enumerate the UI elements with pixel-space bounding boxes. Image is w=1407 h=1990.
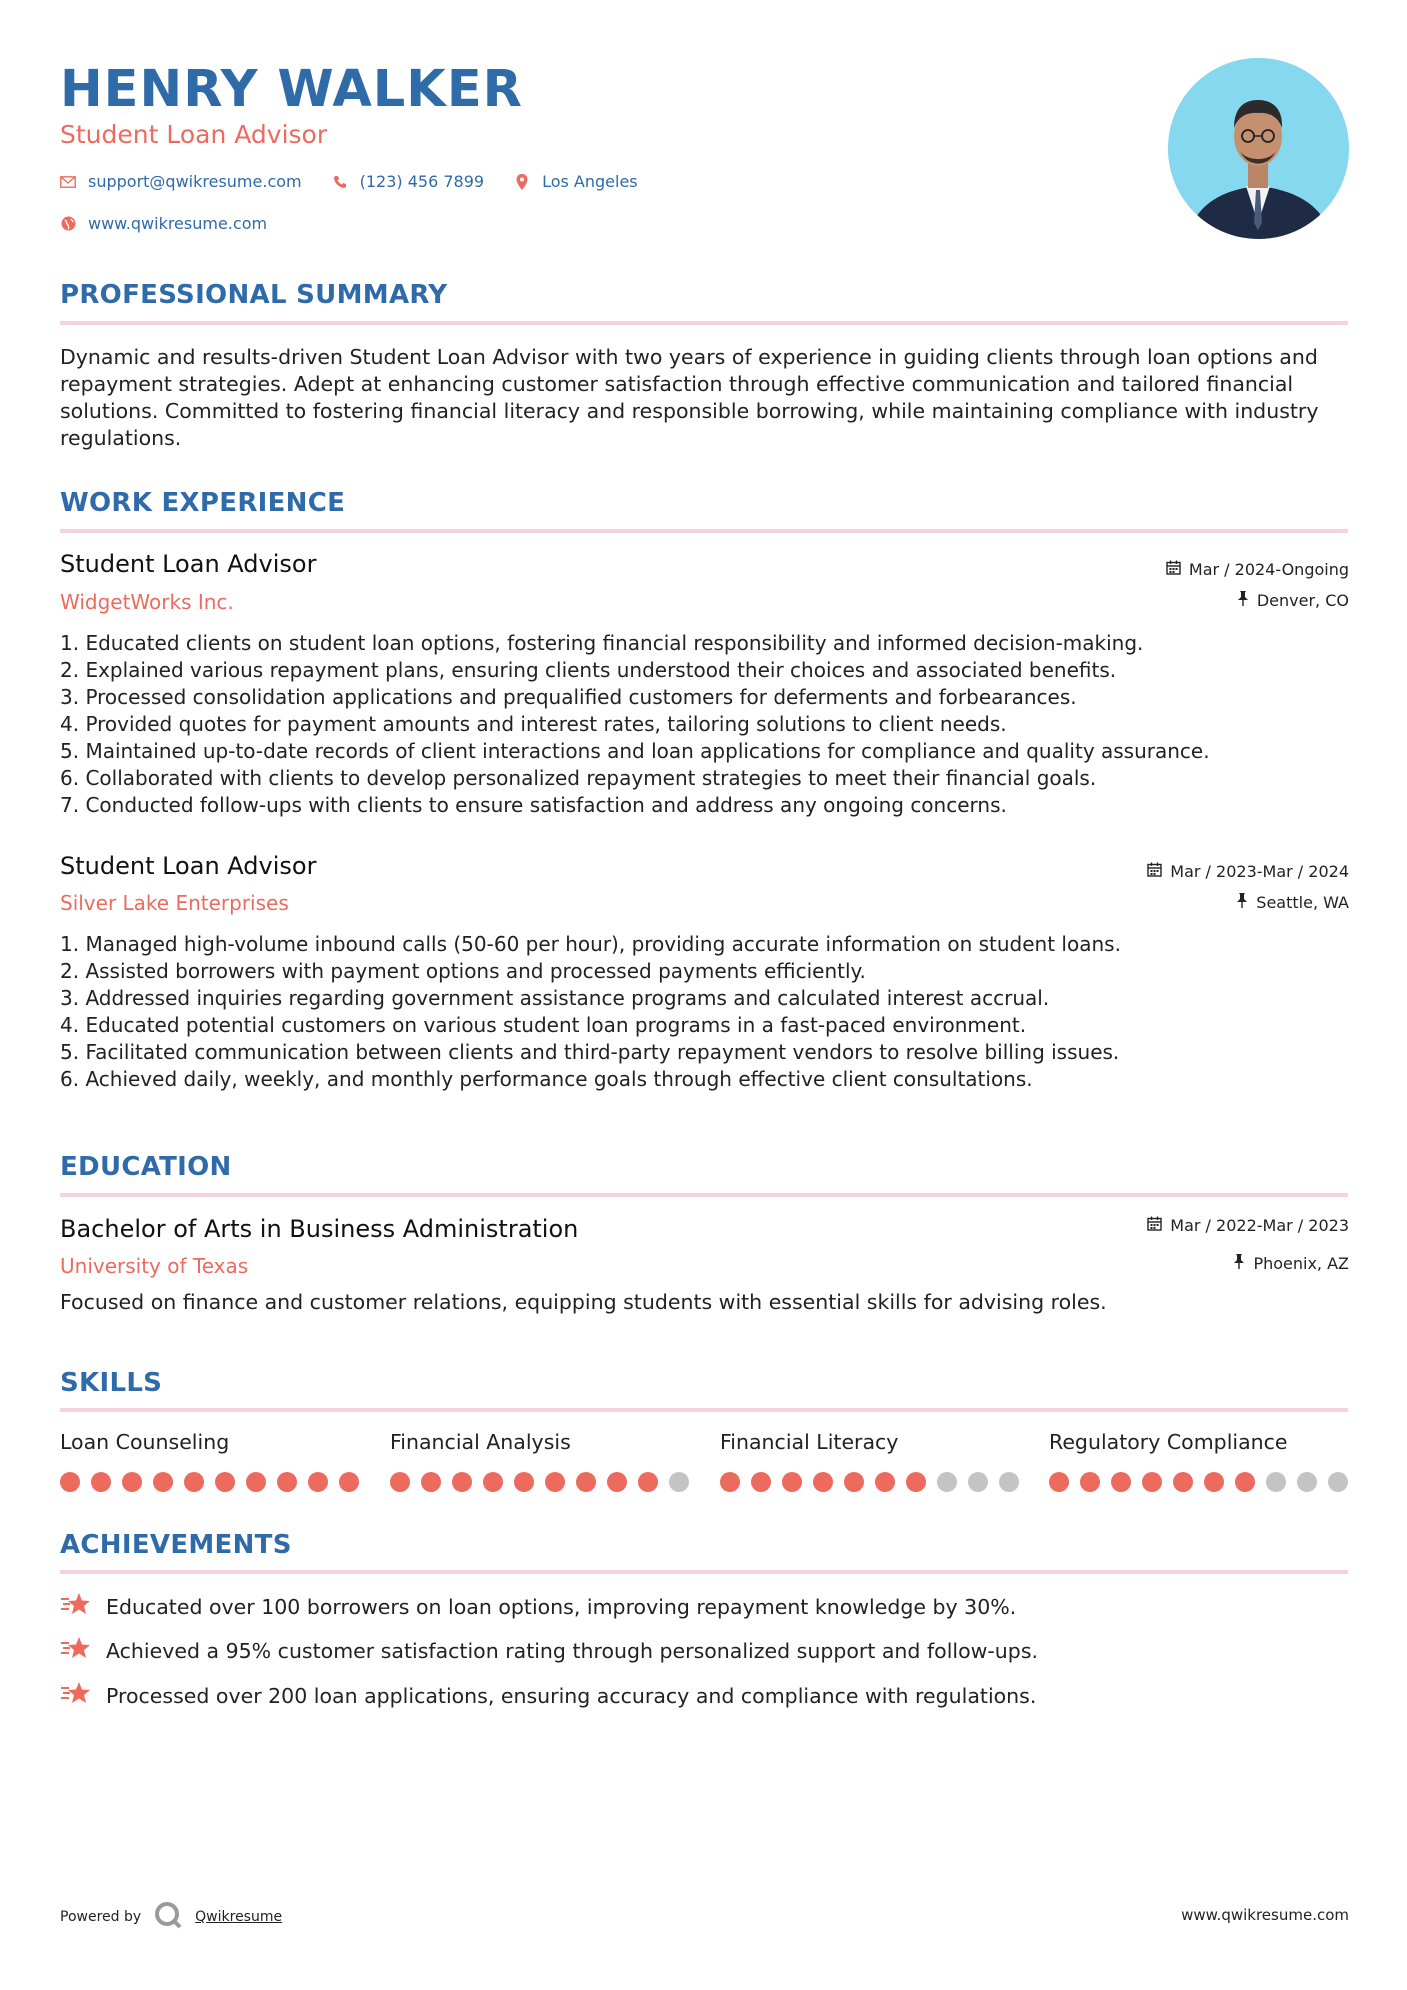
rating-dot-filled — [875, 1472, 895, 1492]
rating-dot-filled — [483, 1472, 503, 1492]
skill-rating — [720, 1472, 1020, 1492]
star-icon — [60, 1681, 92, 1710]
list-item: 6. Collaborated with clients to develop personalized repayment strategies to meet their financial goals. — [60, 766, 1097, 790]
contact-email[interactable]: support@qwikresume.com — [88, 172, 302, 191]
list-item: 7. Conducted follow-ups with clients to ensure satisfaction and address any ongoing concerns. — [60, 793, 1007, 817]
skill-rating — [60, 1472, 360, 1492]
skill-item — [1049, 1430, 1349, 1492]
rating-dot-filled — [277, 1472, 297, 1492]
school-name: University of Texas — [60, 1254, 249, 1278]
achievements-heading: ACHIEVEMENTS — [60, 1530, 292, 1560]
achievement-text: Achieved a 95% customer satisfaction rating through personalized support and follow-ups. — [106, 1638, 1039, 1663]
rating-dot-filled — [1111, 1472, 1131, 1492]
education-location — [1233, 1254, 1349, 1273]
rating-dot-filled — [339, 1472, 359, 1492]
contact-phone[interactable]: (123) 456 7899 — [359, 172, 485, 191]
rating-dot-filled — [576, 1472, 596, 1492]
pushpin-icon — [1236, 893, 1248, 912]
footer-website[interactable]: www.qwikresume.com — [1181, 1906, 1349, 1924]
list-item: 2. Assisted borrowers with payment options and processed payments efficiently. — [60, 959, 866, 983]
powered-by-label: Powered by — [60, 1909, 142, 1925]
summary-text: Dynamic and results-driven Student Loan Advisor with two years of experience in guiding clients through loan options and repayment strategies. Adept at enhancing customer satisfaction through effective communication and tailored financial solutions. Committed to fostering financial literacy and responsible borrowing, while maintaining compliance with industry regulations. — [60, 345, 1319, 450]
skill-item — [720, 1430, 1020, 1492]
job-title: Student Loan Advisor — [60, 550, 317, 578]
list-item: 3. Processed consolidation applications and prequalified customers for deferments and forbearances. — [60, 685, 1077, 709]
profile-photo — [1168, 58, 1349, 239]
achievement-item — [60, 1592, 1016, 1621]
calendar-icon — [1166, 560, 1181, 579]
rating-dot-filled — [813, 1472, 833, 1492]
education-divider — [60, 1193, 1348, 1197]
job-bullets — [60, 630, 1350, 819]
rating-dot-filled — [906, 1472, 926, 1492]
rating-dot-filled — [1235, 1472, 1255, 1492]
rating-dot-filled — [1204, 1472, 1224, 1492]
rating-dot-filled — [514, 1472, 534, 1492]
rating-dot-filled — [1142, 1472, 1162, 1492]
rating-dot-filled — [782, 1472, 802, 1492]
rating-dot-empty — [1328, 1472, 1348, 1492]
rating-dot-empty — [937, 1472, 957, 1492]
skill-label: Financial Literacy — [720, 1430, 899, 1454]
rating-dot-filled — [184, 1472, 204, 1492]
rating-dot-filled — [607, 1472, 627, 1492]
rating-dot-empty — [669, 1472, 689, 1492]
job-location — [1236, 893, 1349, 912]
job-location — [1237, 591, 1349, 610]
achievement-text: Educated over 100 borrowers on loan options, improving repayment knowledge by 30%. — [106, 1594, 1017, 1619]
achievement-text: Processed over 200 loan applications, ensuring accuracy and compliance with regulations. — [106, 1683, 1037, 1708]
rating-dot-filled — [60, 1472, 80, 1492]
job-dates-text: Mar / 2023-Mar / 2024 — [1170, 862, 1349, 881]
education-location-text: Phoenix, AZ — [1253, 1254, 1349, 1273]
experience-divider — [60, 529, 1348, 533]
rating-dot-filled — [421, 1472, 441, 1492]
globe-icon — [58, 216, 78, 231]
achievement-item — [60, 1681, 1036, 1710]
list-item: 5. Maintained up-to-date records of client interactions and loan applications for compliance and quality assurance. — [60, 739, 1210, 763]
rating-dot-filled — [1173, 1472, 1193, 1492]
skill-item — [60, 1430, 360, 1492]
degree-title: Bachelor of Arts in Business Administration — [60, 1215, 579, 1243]
rating-dot-empty — [968, 1472, 988, 1492]
list-item: 2. Explained various repayment plans, ensuring clients understood their choices and associated benefits. — [60, 658, 1117, 682]
skill-rating — [390, 1472, 690, 1492]
phone-icon — [330, 175, 350, 189]
job-company: WidgetWorks Inc. — [60, 590, 234, 614]
education-dates — [1147, 1216, 1349, 1235]
skill-rating — [1049, 1472, 1349, 1492]
rating-dot-filled — [91, 1472, 111, 1492]
job-company: Silver Lake Enterprises — [60, 891, 289, 915]
calendar-icon — [1147, 862, 1162, 881]
rating-dot-empty — [1266, 1472, 1286, 1492]
summary-heading: PROFESSIONAL SUMMARY — [60, 280, 448, 310]
contact-row — [58, 172, 638, 191]
list-item: 4. Provided quotes for payment amounts and interest rates, tailoring solutions to client needs. — [60, 712, 1007, 736]
job-bullets — [60, 931, 1350, 1093]
contact-website[interactable]: www.qwikresume.com — [88, 214, 268, 233]
qwikresume-logo-icon — [153, 1900, 183, 1934]
footer-brand-link[interactable]: Qwikresume — [195, 1909, 283, 1925]
education-heading: EDUCATION — [60, 1152, 232, 1182]
star-icon — [60, 1592, 92, 1621]
rating-dot-empty — [1297, 1472, 1317, 1492]
rating-dot-filled — [246, 1472, 266, 1492]
map-pin-icon — [512, 174, 532, 190]
pushpin-icon — [1233, 1254, 1245, 1273]
pushpin-icon — [1237, 591, 1249, 610]
job-title: Student Loan Advisor — [60, 852, 317, 880]
rating-dot-filled — [1049, 1472, 1069, 1492]
job-location-text: Seattle, WA — [1256, 893, 1349, 912]
skill-item — [390, 1430, 690, 1492]
list-item: 6. Achieved daily, weekly, and monthly performance goals through effective client consultations. — [60, 1067, 1033, 1091]
list-item: 1. Educated clients on student loan options, fostering financial responsibility and informed decision-making. — [60, 631, 1144, 655]
rating-dot-filled — [844, 1472, 864, 1492]
contact-location: Los Angeles — [542, 172, 638, 191]
rating-dot-filled — [390, 1472, 410, 1492]
summary-divider — [60, 321, 1348, 325]
skills-divider — [60, 1408, 1348, 1412]
job-location-text: Denver, CO — [1256, 591, 1349, 610]
achievement-item — [60, 1636, 1038, 1665]
list-item: 1. Managed high-volume inbound calls (50-60 per hour), providing accurate information on student loans. — [60, 932, 1121, 956]
skill-label: Financial Analysis — [390, 1430, 571, 1454]
list-item: 4. Educated potential customers on various student loan programs in a fast-paced environment. — [60, 1013, 1027, 1037]
job-dates-text: Mar / 2024-Ongoing — [1188, 560, 1349, 579]
job-dates — [1166, 560, 1349, 579]
rating-dot-filled — [1080, 1472, 1100, 1492]
rating-dot-filled — [308, 1472, 328, 1492]
achievements-divider — [60, 1570, 1348, 1574]
footer-powered-by — [60, 1900, 282, 1934]
list-item: 3. Addressed inquiries regarding government assistance programs and calculated interest accrual. — [60, 986, 1050, 1010]
skills-heading: SKILLS — [60, 1368, 163, 1398]
rating-dot-empty — [999, 1472, 1019, 1492]
rating-dot-filled — [153, 1472, 173, 1492]
rating-dot-filled — [122, 1472, 142, 1492]
rating-dot-filled — [452, 1472, 472, 1492]
website-row — [58, 214, 267, 233]
rating-dot-filled — [751, 1472, 771, 1492]
rating-dot-filled — [720, 1472, 740, 1492]
list-item: 5. Facilitated communication between clients and third-party repayment vendors to resolve billing issues. — [60, 1040, 1120, 1064]
candidate-name: HENRY WALKER — [60, 60, 523, 119]
experience-heading: WORK EXPERIENCE — [60, 488, 346, 518]
rating-dot-filled — [215, 1472, 235, 1492]
candidate-title: Student Loan Advisor — [60, 120, 328, 149]
skill-label: Loan Counseling — [60, 1430, 230, 1454]
education-dates-text: Mar / 2022-Mar / 2023 — [1170, 1216, 1349, 1235]
rating-dot-filled — [638, 1472, 658, 1492]
skill-label: Regulatory Compliance — [1049, 1430, 1288, 1454]
education-description: Focused on finance and customer relations, equipping students with essential skills for advising roles. — [60, 1290, 1107, 1314]
calendar-icon — [1147, 1216, 1162, 1235]
star-icon — [60, 1636, 92, 1665]
envelope-icon — [58, 176, 78, 188]
rating-dot-filled — [545, 1472, 565, 1492]
job-dates — [1147, 862, 1349, 881]
